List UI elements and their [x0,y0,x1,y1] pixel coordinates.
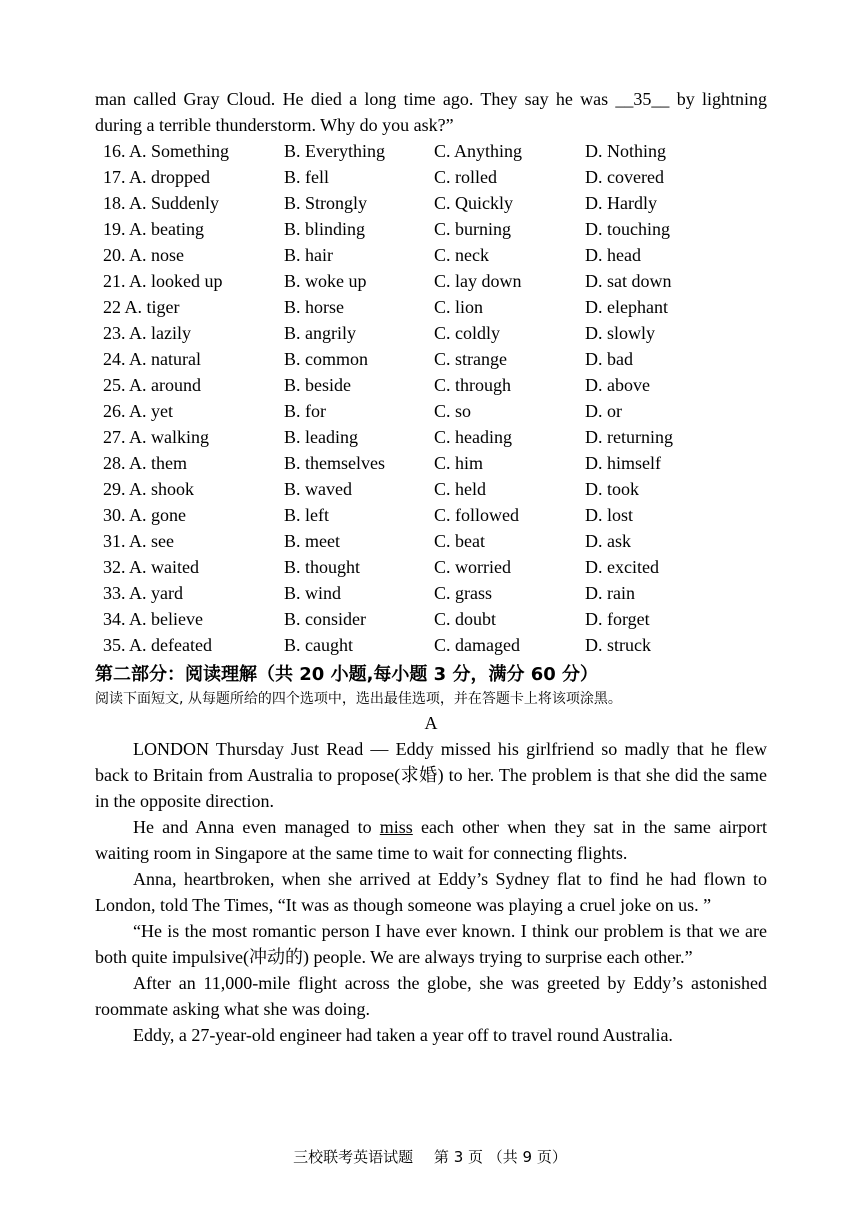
page-footer [0,1146,860,1167]
option-d: D. or [585,401,622,421]
passage-paragraph-1: LONDON Thursday Just Read — Eddy missed his girlfriend so madly that he flew back to Britain from Australia to propose(求婚) to her. The problem is that she did the same in the opposite direction. [95,739,767,811]
option-a: A. them [129,453,188,473]
option-a: A. beating [129,219,204,239]
option-d: D. excited [585,557,659,577]
options-body [103,138,755,658]
option-d-cell [585,632,755,658]
option-b: B. fell [284,167,329,187]
option-d: D. struck [585,635,651,655]
option-c-cell [434,320,585,346]
passage-paragraph-4: “He is the most romantic person I have ever known. I think our problem is that we are both quite impulsive(冲动的) people. We are always trying to surprise each other.” [95,921,767,967]
question-number: 21. [103,271,126,291]
option-c-cell [434,190,585,216]
option-row [103,632,755,658]
option-c-cell [434,424,585,450]
option-c: C. grass [434,583,492,603]
option-c: C. him [434,453,484,473]
option-d-cell [585,320,755,346]
option-d-cell [585,138,755,164]
option-c: C. through [434,375,512,395]
option-a: A. waited [129,557,199,577]
option-row [103,164,755,190]
option-b-cell [284,294,434,320]
option-c: C. heading [434,427,512,447]
option-b: B. horse [284,297,344,317]
option-b: B. caught [284,635,353,655]
option-d-cell [585,528,755,554]
option-d: D. elephant [585,297,668,317]
option-a-cell [103,554,284,580]
option-b: B. common [284,349,368,369]
option-a-cell [103,398,284,424]
question-number: 31. [103,531,126,551]
option-b: B. waved [284,479,352,499]
option-c-cell [434,502,585,528]
option-b: B. beside [284,375,351,395]
option-a: A. shook [129,479,195,499]
option-b-cell [284,554,434,580]
option-b-cell [284,372,434,398]
option-a-cell [103,164,284,190]
option-row [103,606,755,632]
option-d-cell [585,450,755,476]
option-a-cell [103,632,284,658]
option-a-cell [103,502,284,528]
question-number: 23. [103,323,126,343]
option-b-cell [284,528,434,554]
option-c-cell [434,372,585,398]
passage-paragraph-2 [95,814,767,866]
option-d: D. forget [585,609,650,629]
option-b: B. themselves [284,453,385,473]
option-row [103,528,755,554]
option-b-cell [284,450,434,476]
option-b: B. consider [284,609,366,629]
option-b-cell [284,242,434,268]
option-a: A. nose [129,245,185,265]
option-b: B. wind [284,583,342,603]
option-d: D. ask [585,531,631,551]
option-c-cell [434,346,585,372]
option-d: D. above [585,375,650,395]
option-c: C. strange [434,349,507,369]
option-b: B. angrily [284,323,356,343]
option-row [103,450,755,476]
option-c: C. held [434,479,486,499]
option-c-cell [434,294,585,320]
option-c-cell [434,398,585,424]
option-d: D. lost [585,505,634,525]
passage-paragraph-5: After an 11,000-mile flight across the globe, she was greeted by Eddy’s astonished roommate asking what she was doing. [95,973,767,1019]
intro-paragraph: man called Gray Cloud. He died a long time ago. They say he was __35__ by lightning during a terrible thunderstorm. Why do you ask?” [95,89,767,135]
question-number: 27. [103,427,126,447]
option-d: D. Hardly [585,193,657,213]
option-d: D. himself [585,453,661,473]
option-b-cell [284,398,434,424]
options-table [103,138,755,658]
footer-page-info: 第 3 页 （共 9 页） [433,1148,567,1166]
option-b-cell [284,346,434,372]
option-a: A. around [129,375,201,395]
option-c-cell [434,242,585,268]
option-a-cell [103,346,284,372]
option-a: A. believe [129,609,203,629]
option-d: D. sat down [585,271,672,291]
underlined-word: miss [379,817,413,837]
option-d: D. head [585,245,641,265]
option-b-cell [284,424,434,450]
option-b-cell [284,476,434,502]
option-a-cell [103,528,284,554]
question-number: 18. [103,193,126,213]
option-a-cell [103,138,284,164]
option-c-cell [434,632,585,658]
option-b-cell [284,190,434,216]
option-c: C. coldly [434,323,500,343]
option-b: B. for [284,401,326,421]
option-a: A. tiger [124,297,180,317]
passage-paragraph-6: Eddy, a 27-year-old engineer had taken a year off to travel round Australia. [133,1025,673,1045]
paragraph-2-text-end: each other when they sat in the same airport waiting room in Singapore at the same time to wait for connecting flights. [95,817,767,863]
paragraph-2-text-start: He and Anna even managed to [133,817,380,837]
option-row [103,424,755,450]
question-number: 35. [103,635,126,655]
question-number: 16. [103,141,126,161]
option-row [103,268,755,294]
option-d-cell [585,294,755,320]
option-c: C. followed [434,505,519,525]
option-d-cell [585,606,755,632]
question-number: 20. [103,245,126,265]
option-a: A. Suddenly [129,193,220,213]
passage-paragraph-3: Anna, heartbroken, when she arrived at Eddy’s Sydney flat to find he had flown to London, told The Times, “It was as though someone was playing a cruel joke on us. ” [95,869,767,915]
question-number: 28. [103,453,126,473]
option-a: A. defeated [129,635,212,655]
option-c-cell [434,450,585,476]
option-a-cell [103,268,284,294]
option-c-cell [434,216,585,242]
passage-label: A [424,713,438,733]
option-d: D. bad [585,349,633,369]
option-c: C. worried [434,557,511,577]
option-a: A. looked up [129,271,223,291]
option-c: C. beat [434,531,485,551]
option-d-cell [585,242,755,268]
option-row [103,242,755,268]
option-a: A. lazily [129,323,191,343]
section-instruction: 阅读下面短文, 从每题所给的四个选项中，选出最佳选项，并在答题卡上将该项涂黑。 [95,691,622,707]
option-a: A. Something [129,141,230,161]
option-row [103,216,755,242]
option-a-cell [103,190,284,216]
option-d-cell [585,372,755,398]
page-content [95,86,767,1048]
option-row [103,372,755,398]
option-d: D. returning [585,427,673,447]
option-a-cell [103,320,284,346]
option-c-cell [434,268,585,294]
option-row [103,398,755,424]
option-d-cell [585,190,755,216]
option-d: D. touching [585,219,670,239]
option-d: D. rain [585,583,635,603]
option-d-cell [585,580,755,606]
option-b: B. Everything [284,141,385,161]
option-d-cell [585,424,755,450]
option-b-cell [284,164,434,190]
option-c: C. doubt [434,609,497,629]
option-a-cell [103,424,284,450]
option-a-cell [103,450,284,476]
question-number: 19. [103,219,126,239]
option-a: A. gone [129,505,187,525]
option-d: D. Nothing [585,141,666,161]
option-b-cell [284,138,434,164]
option-row [103,294,755,320]
option-c-cell [434,476,585,502]
option-b: B. leading [284,427,358,447]
option-c-cell [434,164,585,190]
option-a: A. natural [129,349,201,369]
option-a: A. yard [129,583,183,603]
option-d-cell [585,216,755,242]
option-b-cell [284,268,434,294]
option-a-cell [103,294,284,320]
option-b-cell [284,216,434,242]
option-c-cell [434,138,585,164]
question-number: 25. [103,375,126,395]
option-c: C. rolled [434,167,497,187]
option-row [103,554,755,580]
question-number: 34. [103,609,126,629]
option-b: B. left [284,505,329,525]
option-row [103,320,755,346]
option-a-cell [103,580,284,606]
option-d-cell [585,554,755,580]
option-a-cell [103,606,284,632]
option-d-cell [585,476,755,502]
option-a-cell [103,216,284,242]
option-b-cell [284,320,434,346]
question-number: 30. [103,505,126,525]
option-c: C. Anything [434,141,523,161]
option-row [103,476,755,502]
option-b: B. thought [284,557,361,577]
option-row [103,190,755,216]
option-a-cell [103,242,284,268]
question-number: 26. [103,401,126,421]
option-d-cell [585,346,755,372]
question-number: 29. [103,479,126,499]
option-c-cell [434,554,585,580]
option-d: D. slowly [585,323,656,343]
option-a-cell [103,372,284,398]
option-a: A. yet [129,401,174,421]
question-number: 22 [103,297,121,317]
option-d: D. took [585,479,639,499]
option-b: B. meet [284,531,340,551]
option-a-cell [103,476,284,502]
option-a: A. see [129,531,174,551]
question-number: 24. [103,349,126,369]
option-row [103,346,755,372]
option-b: B. hair [284,245,333,265]
question-number: 17. [103,167,126,187]
option-c: C. lay down [434,271,522,291]
option-d-cell [585,502,755,528]
option-row [103,138,755,164]
option-b: B. blinding [284,219,366,239]
footer-exam-title: 三校联考英语试题 [293,1148,414,1166]
option-c: C. neck [434,245,489,265]
option-c-cell [434,580,585,606]
option-b: B. woke up [284,271,367,291]
option-row [103,580,755,606]
option-c: C. burning [434,219,512,239]
option-b-cell [284,502,434,528]
option-c: C. Quickly [434,193,513,213]
question-number: 33. [103,583,126,603]
option-d-cell [585,268,755,294]
option-c-cell [434,606,585,632]
section-title: 第二部分：阅读理解（共 20 小题,每小题 3 分，满分 60 分） [95,664,599,685]
option-a: A. dropped [129,167,210,187]
option-c: C. damaged [434,635,520,655]
option-b-cell [284,606,434,632]
option-c: C. so [434,401,472,421]
question-number: 32. [103,557,126,577]
option-b-cell [284,632,434,658]
option-d: D. covered [585,167,664,187]
option-b: B. Strongly [284,193,368,213]
option-a: A. walking [129,427,210,447]
option-c: C. lion [434,297,484,317]
option-row [103,502,755,528]
option-b-cell [284,580,434,606]
option-c-cell [434,528,585,554]
option-d-cell [585,164,755,190]
option-d-cell [585,398,755,424]
